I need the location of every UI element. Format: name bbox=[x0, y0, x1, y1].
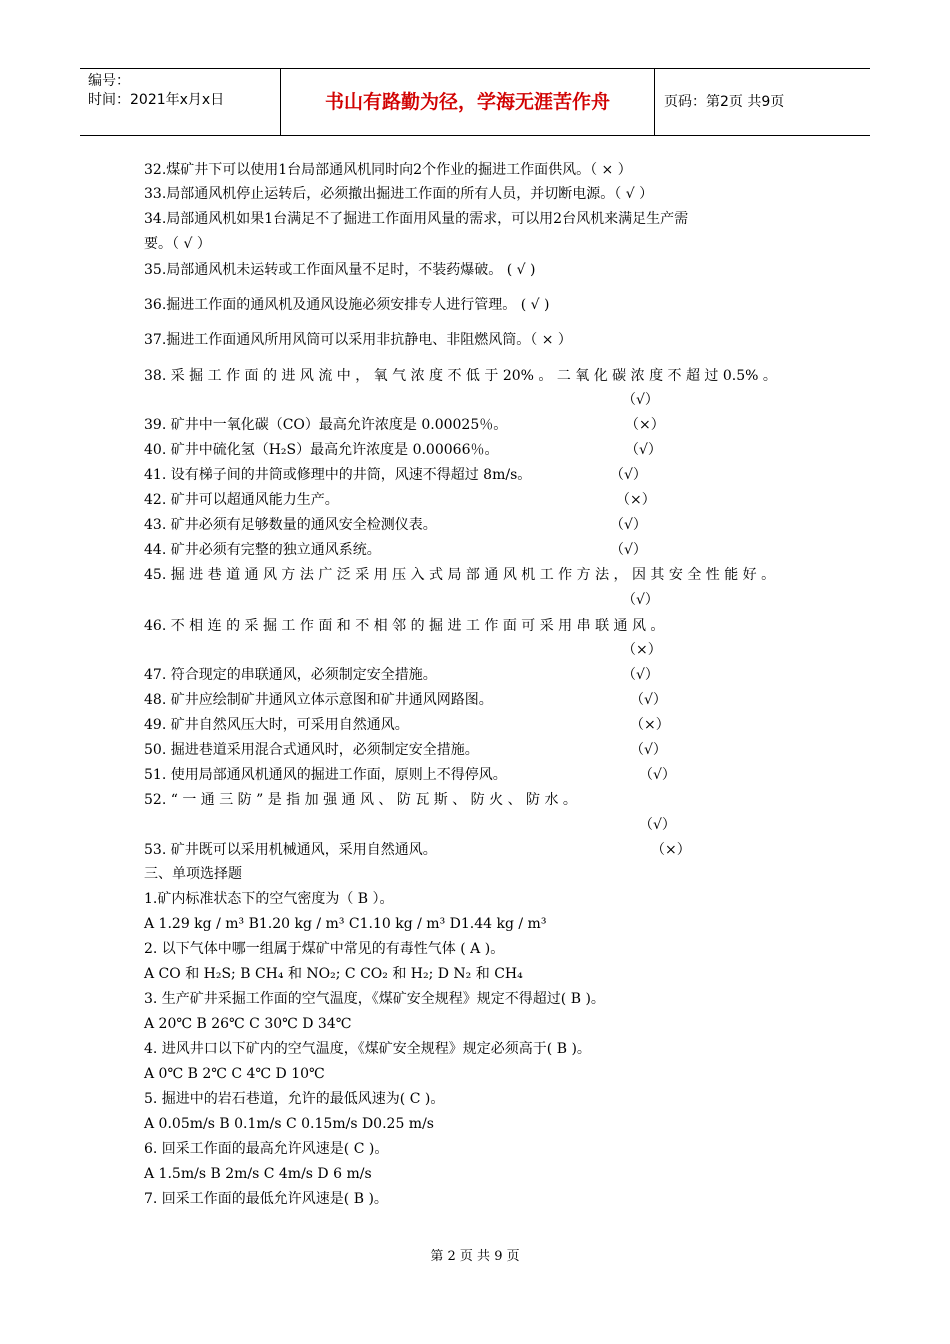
question-41: 41. 设有梯子间的井筒或修理中的井筒，风速不得超过 8m/s。 bbox=[144, 467, 532, 483]
question-53: 53. 矿井既可以采用机械通风，采用自然通风。 bbox=[144, 842, 437, 858]
question-37: 37.掘进工作面通风所用风筒可以采用非抗静电、非阻燃风筒。（ × ） bbox=[144, 332, 572, 348]
header-page-number: 页码：第2页 共9页 bbox=[664, 94, 785, 110]
question-52: 52. “ 一 通 三 防 ” 是 指 加 强 通 风 、 防 瓦 斯 、 防 火 、 防 水 。 bbox=[144, 792, 577, 808]
question-42: 42. 矿井可以超通风能力生产。 bbox=[144, 492, 339, 508]
answer-48: （√） bbox=[630, 692, 667, 708]
choice-question-7: 7. 回采工作面的最低允许风速是( B )。 bbox=[144, 1191, 388, 1207]
choice-options-2: A CO 和 H₂S; B CH₄ 和 NO₂; C CO₂ 和 H₂; D N₂ 和 CH₄ bbox=[144, 966, 523, 982]
question-39: 39. 矿井中一氧化碳（CO）最高允许浓度是 0.00025％。 bbox=[144, 417, 508, 433]
question-38: 38. 采 掘 工 作 面 的 进 风 流 中 ， 氧 气 浓 度 不 低 于 20% 。 二 氧 化 碳 浓 度 不 超 过 0.5% 。 bbox=[144, 368, 777, 384]
choice-question-4: 4. 进风井口以下矿内的空气温度，《煤矿安全规程》规定必须高于( B )。 bbox=[144, 1041, 591, 1057]
question-34-cont: 要。（ √ ） bbox=[144, 236, 211, 252]
answer-43: （√） bbox=[610, 517, 647, 533]
answer-47: （√） bbox=[622, 667, 659, 683]
question-47: 47. 符合现定的串联通风，必须制定安全措施。 bbox=[144, 667, 437, 683]
answer-45: （√） bbox=[622, 592, 659, 608]
choice-question-6: 6. 回采工作面的最高允许风速是( C )。 bbox=[144, 1141, 389, 1157]
question-43: 43. 矿井必须有足够数量的通风安全检测仪表。 bbox=[144, 517, 437, 533]
answer-46: （×） bbox=[622, 642, 662, 658]
time-label: 时间：2021年x月x日 bbox=[88, 92, 225, 108]
question-49: 49. 矿井自然风压大时，可采用自然通风。 bbox=[144, 717, 409, 733]
header-meta bbox=[80, 69, 281, 135]
question-45: 45. 掘 进 巷 道 通 风 方 法 广 泛 采 用 压 入 式 局 部 通 风 机 工 作 方 法 ， 因 其 安 全 性 能 好 。 bbox=[144, 567, 776, 583]
choice-options-1: A 1.29 kg / m³ B1.20 kg / m³ C1.10 kg / m³ D1.44 kg / m³ bbox=[144, 916, 547, 932]
page-header bbox=[80, 68, 870, 136]
page-footer: 第 2 页 共 9 页 bbox=[430, 1249, 520, 1264]
choice-question-5: 5. 掘进中的岩石巷道，允许的最低风速为( C )。 bbox=[144, 1091, 445, 1107]
question-48: 48. 矿井应绘制矿井通风立体示意图和矿井通风网路图。 bbox=[144, 692, 493, 708]
answer-44: （√） bbox=[610, 542, 647, 558]
answer-41: （√） bbox=[610, 467, 647, 483]
question-33: 33.局部通风机停止运转后，必须撤出掘进工作面的所有人员，并切断电源。（ √ ） bbox=[144, 186, 654, 202]
answer-39: （×） bbox=[625, 417, 665, 433]
question-32: 32.煤矿井下可以使用1台局部通风机同时向2个作业的掘进工作面供风。（ × ） bbox=[144, 162, 632, 178]
number-label: 编号： bbox=[88, 73, 130, 89]
question-51: 51. 使用局部通风机通风的掘进工作面，原则上不得停风。 bbox=[144, 767, 507, 783]
header-motto: 书山有路勤为径，学海无涯苦作舟 bbox=[281, 69, 655, 135]
choice-options-6: A 1.5m/s B 2m/s C 4m/s D 6 m/s bbox=[144, 1166, 372, 1182]
answer-38: （√） bbox=[622, 392, 659, 408]
answer-50: （√） bbox=[630, 742, 667, 758]
question-40: 40. 矿井中硫化氢（H₂S）最高允许浓度是 0.00066％。 bbox=[144, 442, 499, 458]
section-heading: 三、单项选择题 bbox=[144, 866, 242, 882]
question-36: 36.掘进工作面的通风机及通风设施必须安排专人进行管理。 ( √ ) bbox=[144, 297, 550, 313]
choice-options-3: A 20℃ B 26℃ C 30℃ D 34℃ bbox=[144, 1016, 352, 1032]
choice-question-2: 2. 以下气体中哪一组属于煤矿中常见的有毒性气体 ( A )。 bbox=[144, 941, 505, 957]
question-50: 50. 掘进巷道采用混合式通风时，必须制定安全措施。 bbox=[144, 742, 479, 758]
choice-options-4: A 0℃ B 2℃ C 4℃ D 10℃ bbox=[144, 1066, 325, 1082]
choice-question-3: 3. 生产矿井采掘工作面的空气温度，《煤矿安全规程》规定不得超过( B )。 bbox=[144, 991, 605, 1007]
answer-40: （√） bbox=[625, 442, 662, 458]
answer-51: （√） bbox=[639, 767, 676, 783]
answer-52: （√） bbox=[639, 817, 676, 833]
question-44: 44. 矿井必须有完整的独立通风系统。 bbox=[144, 542, 381, 558]
question-46: 46. 不 相 连 的 采 掘 工 作 面 和 不 相 邻 的 掘 进 工 作 面 可 采 用 串 联 通 风 。 bbox=[144, 618, 665, 634]
question-35: 35.局部通风机未运转或工作面风量不足时，不装药爆破。 ( √ ) bbox=[144, 262, 536, 278]
choice-options-5: A 0.05m/s B 0.1m/s C 0.15m/s D0.25 m/s bbox=[144, 1116, 434, 1132]
answer-49: （×） bbox=[630, 717, 670, 733]
choice-question-1: 1.矿内标准状态下的空气密度为（ B ）。 bbox=[144, 891, 394, 907]
question-34: 34.局部通风机如果1台满足不了掘进工作面用风量的需求，可以用2台风机来满足生产需 bbox=[144, 211, 689, 227]
answer-42: （×） bbox=[616, 492, 656, 508]
answer-53: （×） bbox=[651, 842, 691, 858]
